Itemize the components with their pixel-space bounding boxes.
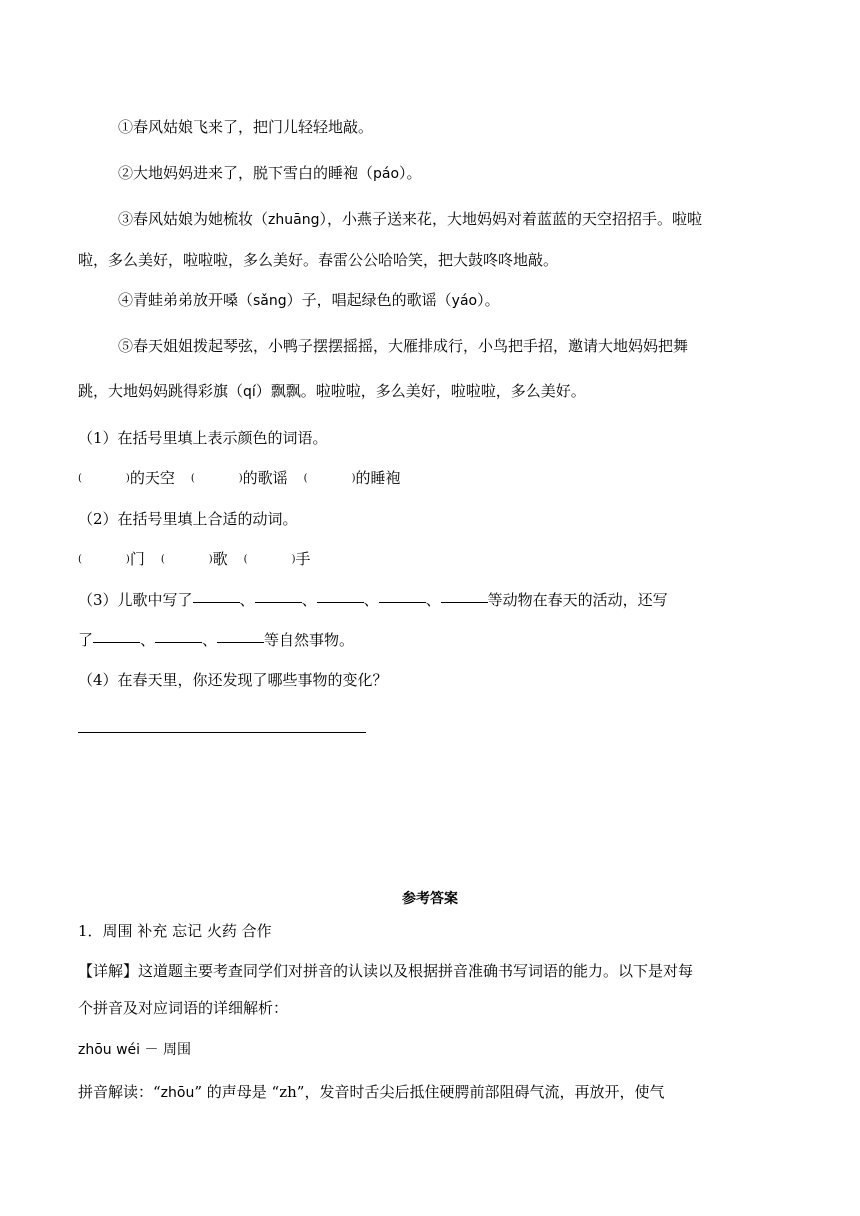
answer-line[interactable] (78, 732, 366, 733)
pinyin: sǎng (253, 293, 287, 309)
answer-1 (78, 921, 272, 941)
pinyin: qí (243, 384, 256, 400)
poem-text: ③春风姑娘为她梳妆（ (118, 210, 269, 228)
explain-text: ” 的声母是 “zh”，发音时舌尖后抵住硬腭前部阻碍气流，再放开，使气 (194, 1083, 665, 1101)
question-text: 等自然事物。 (264, 631, 355, 649)
pinyin-word: zhōu wéi － 周围 (78, 1042, 191, 1058)
pinyin: zhōu (160, 1085, 195, 1101)
pinyin: zhuāng (268, 212, 320, 228)
poem-line-2 (118, 163, 422, 184)
poem-text: ①春风姑娘飞来了，把门儿轻轻地敲。 (118, 118, 374, 136)
blank-suffix: 的天空 (129, 469, 175, 487)
detail-line-1 (78, 961, 693, 981)
answer-blank[interactable] (379, 601, 426, 603)
question-text: （4）在春天里，你还发现了哪些事物的变化？ (78, 671, 388, 689)
pinyin: yáo (451, 293, 478, 309)
question-3-line-2: 了 、 、 等自然事物。 (78, 631, 355, 649)
question-text: 等动物在春天的活动，还写 (487, 591, 668, 609)
answer-blank[interactable] (441, 601, 488, 603)
blank-suffix: 歌 (212, 550, 228, 568)
answer-blank[interactable] (155, 641, 202, 643)
answer-blank[interactable] (317, 601, 364, 603)
question-text: （1）在括号里填上表示颜色的词语。 (78, 429, 328, 447)
blank-suffix: 的睡袍 (355, 469, 401, 487)
poem-line-3 (118, 209, 702, 230)
poem-text: ），小燕子送来花，大地妈妈对着蓝蓝的天空招招手。啦啦 (319, 210, 702, 228)
poem-text: 啦，多么美好，啦啦啦，多么美好。春雷公公哈哈笑，把大鼓咚咚地敲。 (78, 251, 559, 269)
blank-suffix: 的歌谣 (242, 469, 288, 487)
answer-text: 1．周围 补充 忘记 火药 合作 (78, 922, 272, 940)
detail-text: 这道题主要考查同学们对拼音的认读以及根据拼音准确书写词语的能力。以下是对每 (138, 962, 694, 980)
answer-blank[interactable] (93, 641, 140, 643)
question-2-blanks: ( )门 ( )歌 ( )手 (78, 550, 311, 568)
answer-blank[interactable] (217, 641, 264, 643)
poem-text: ）飘飘。啦啦啦，多么美好，啦啦啦，多么美好。 (255, 382, 586, 400)
poem-text: ②大地妈妈进来了，脱下雪白的睡袍（ (118, 164, 374, 182)
question-4 (78, 670, 388, 690)
question-text: 了 (78, 631, 94, 649)
explain-text: 拼音解读：“ (78, 1083, 161, 1101)
poem-line-4 (78, 250, 558, 270)
poem-line-7 (78, 381, 586, 402)
blank-suffix: 手 (295, 550, 311, 568)
poem-text: ）子，唱起绿色的歌谣（ (286, 291, 452, 309)
detail-line-2 (78, 998, 288, 1018)
question-3-line-1: （3）儿歌中写了 、 、 、 、 等动物在春天的活动，还写 (78, 591, 668, 609)
pinyin-heading (78, 1040, 191, 1060)
question-1-blanks: ( )的天空 ( )的歌谣 ( )的睡袍 (78, 469, 401, 487)
detail-text: 个拼音及对应词语的详细解析： (78, 999, 289, 1017)
blank-suffix: 门 (129, 550, 145, 568)
poem-text: 跳，大地妈妈跳得彩旗（ (78, 382, 244, 400)
question-text: （2）在括号里填上合适的动词。 (78, 510, 298, 528)
explain-line (78, 1082, 664, 1103)
question-1 (78, 428, 328, 448)
answer-blank[interactable] (255, 601, 302, 603)
answer-blank[interactable] (193, 601, 240, 603)
question-2 (78, 509, 298, 529)
answers-title: 参考答案 (402, 891, 458, 907)
poem-text: ⑤春天姐姐拨起琴弦，小鸭子摆摆摇摇，大雁排成行，小鸟把手招，邀请大地妈妈把舞 (118, 337, 689, 355)
poem-text: ）。 (399, 164, 422, 182)
detail-label: 【详解】 (78, 962, 139, 980)
poem-line-5 (118, 290, 500, 311)
poem-text: ④青蛙弟弟放开嗓（ (118, 291, 254, 309)
pinyin: páo (373, 166, 400, 182)
poem-line-1 (118, 117, 373, 137)
question-text: （3）儿歌中写了 (78, 591, 193, 609)
poem-line-6 (118, 336, 688, 356)
poem-text: ）。 (477, 291, 500, 309)
